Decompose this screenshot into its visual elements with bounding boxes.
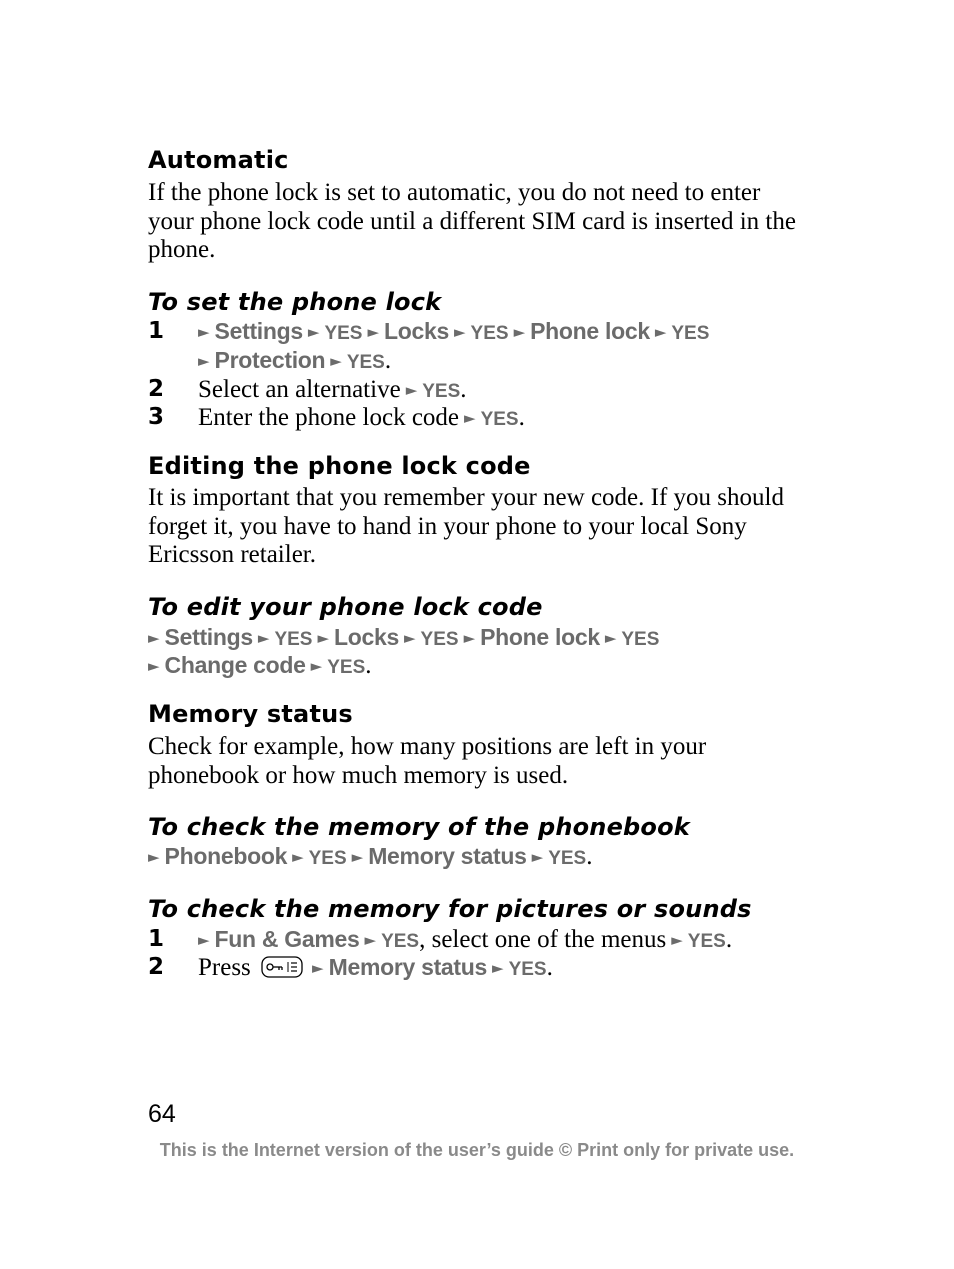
arrow-icon: ►: [198, 323, 210, 341]
step-number: 2: [148, 376, 165, 402]
check-phonebook-line: [148, 842, 592, 871]
heading-check-phonebook: To check the memory of the phonebook: [148, 813, 690, 841]
arrow-icon: ►: [367, 323, 380, 341]
menu-memory-status: Memory status: [328, 954, 488, 980]
paragraph-editing-code: It is important that you remember your new code. If you should forget it, you have to hand in your phone to your local Sony Ericsson retailer.: [148, 484, 784, 568]
arrow-icon: ►: [604, 629, 617, 647]
menu-memory-status: Memory status: [368, 843, 527, 869]
yes-key-label: YES: [420, 629, 459, 650]
menu-fun-games: Fun & Games: [214, 926, 360, 952]
step-text: , select one of the menus: [419, 926, 667, 953]
arrow-icon: ►: [671, 931, 683, 949]
step-text: Select an alternative: [198, 376, 401, 403]
menu-phonebook: Phonebook: [164, 843, 288, 869]
yes-key-label: YES: [687, 931, 726, 952]
yes-key-label: YES: [274, 629, 313, 650]
edit-code-line2: [148, 651, 372, 680]
yes-key-label: YES: [324, 323, 363, 344]
yes-key-label: YES: [346, 352, 385, 373]
menu-protection: Protection: [214, 347, 326, 373]
arrow-icon: ►: [310, 657, 323, 675]
period: .: [460, 376, 467, 403]
yes-key-label: YES: [327, 657, 366, 678]
paragraph-automatic: If the phone lock is set to automatic, you do not need to enter your phone lock code until a different SIM card is inserted in the phone.: [148, 179, 796, 263]
arrow-icon: ►: [307, 323, 320, 341]
arrow-icon: ►: [148, 629, 160, 647]
menu-locks: Locks: [384, 318, 449, 344]
yes-key-label: YES: [308, 848, 347, 869]
edit-code-line1: [148, 623, 659, 652]
arrow-icon: ►: [531, 848, 544, 866]
yes-key-label: YES: [621, 629, 660, 650]
heading-automatic: Automatic: [148, 146, 289, 174]
heading-memory-status: Memory status: [148, 700, 353, 728]
yes-key-label: YES: [508, 959, 547, 980]
menu-change-code: Change code: [164, 652, 306, 678]
paragraph-memory-status: Check for example, how many positions are left in your phonebook or how much memory is used.: [148, 733, 707, 789]
arrow-icon: ►: [513, 323, 526, 341]
arrow-icon: ►: [351, 848, 364, 866]
set-lock-step1-line1: [198, 317, 709, 346]
arrow-icon: ►: [198, 931, 210, 949]
yes-key-label: YES: [671, 323, 710, 344]
arrow-icon: ►: [292, 848, 304, 866]
arrow-icon: ►: [148, 657, 160, 675]
heading-check-pictures: To check the memory for pictures or sounds: [148, 895, 752, 923]
arrow-icon: ►: [492, 959, 504, 977]
menu-phone-lock: Phone lock: [530, 318, 650, 344]
yes-key-label: YES: [381, 931, 420, 952]
menu-settings: Settings: [214, 318, 303, 344]
arrow-icon: ►: [405, 381, 418, 399]
arrow-icon: ►: [198, 352, 210, 370]
period: .: [365, 652, 372, 679]
yes-key-label: YES: [480, 409, 519, 430]
arrow-icon: ►: [654, 323, 667, 341]
menu-settings: Settings: [164, 624, 253, 650]
arrow-icon: ►: [364, 931, 377, 949]
arrow-icon: ►: [454, 323, 466, 341]
check-pictures-step1: [198, 925, 732, 954]
heading-set-phone-lock: To set the phone lock: [148, 288, 442, 316]
yes-key-label: YES: [422, 381, 461, 402]
arrow-icon: ►: [148, 848, 160, 866]
yes-key-label: YES: [548, 848, 587, 869]
arrow-icon: ►: [330, 352, 342, 370]
period: .: [725, 926, 733, 953]
lock-key-icon: [261, 956, 303, 985]
heading-edit-code: To edit your phone lock code: [148, 593, 543, 621]
period: .: [518, 404, 525, 431]
step-number: 1: [148, 926, 165, 952]
page-number: 64: [148, 1100, 176, 1128]
step-number: 3: [148, 404, 165, 430]
arrow-icon: ►: [464, 409, 476, 427]
set-lock-step2: [198, 375, 467, 404]
step-text: Press: [198, 954, 251, 981]
manual-page: [148, 0, 848, 1269]
footer-note: This is the Internet version of the user’s guide © Print only for private use.: [159, 1140, 795, 1160]
arrow-icon: ►: [257, 629, 270, 647]
yes-key-label: YES: [470, 323, 509, 344]
period: .: [586, 843, 593, 870]
menu-phone-lock: Phone lock: [480, 624, 600, 650]
arrow-icon: ►: [317, 629, 330, 647]
step-text: Enter the phone lock code: [198, 404, 460, 431]
set-lock-step1-line2: [198, 346, 391, 375]
arrow-icon: ►: [404, 629, 416, 647]
arrow-icon: ►: [463, 629, 476, 647]
check-pictures-step2: [198, 953, 553, 982]
step-number: 2: [148, 954, 165, 980]
arrow-icon: ►: [312, 959, 324, 977]
set-lock-step3: [198, 403, 525, 432]
heading-editing-code: Editing the phone lock code: [148, 452, 531, 480]
step-number: 1: [148, 318, 165, 344]
menu-locks: Locks: [334, 624, 399, 650]
period: .: [546, 954, 553, 981]
period: .: [384, 347, 392, 374]
